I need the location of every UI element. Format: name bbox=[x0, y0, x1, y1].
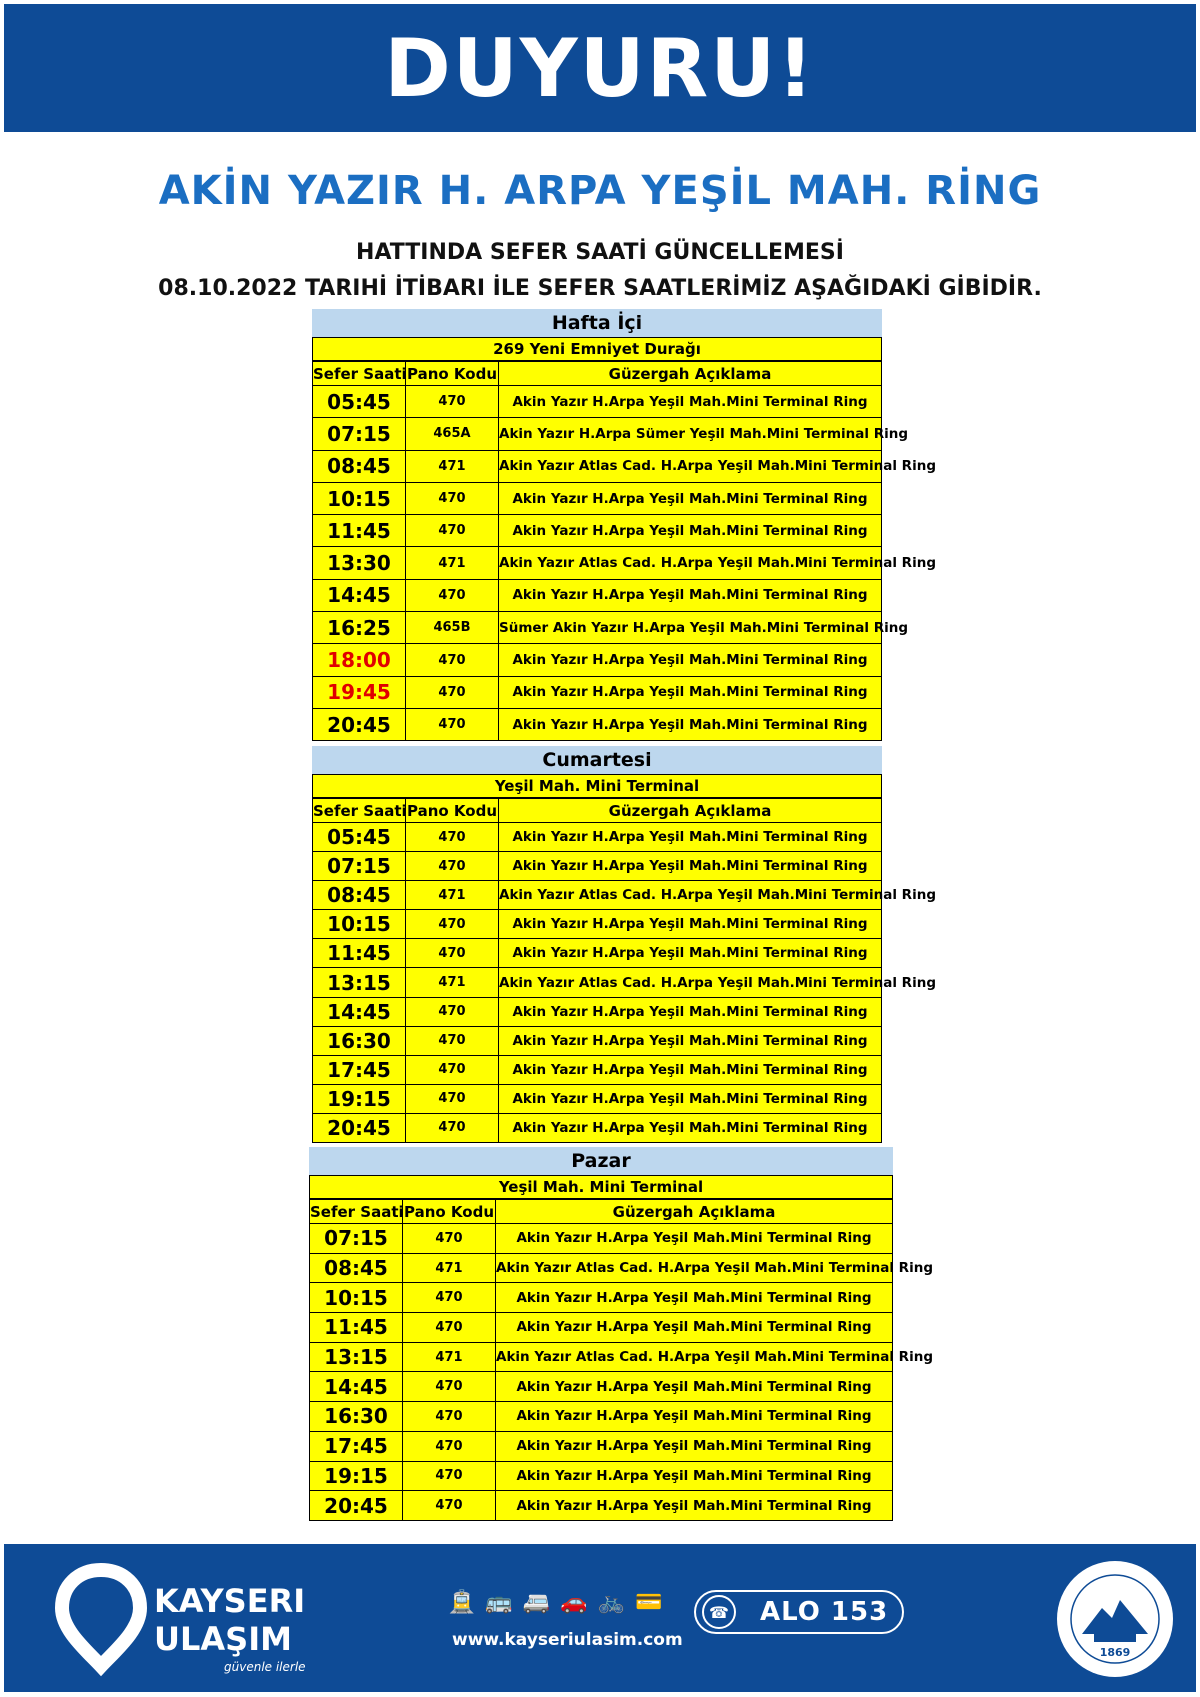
bicycle-icon: 🚲 bbox=[597, 1590, 626, 1615]
day-header: Cumartesi bbox=[312, 746, 882, 774]
route-description: Akin Yazır H.Arpa Yeşil Mah.Mini Terminal Ring bbox=[496, 1372, 893, 1402]
route-code: 470 bbox=[406, 823, 499, 852]
route-code: 465A bbox=[406, 418, 499, 450]
departure-time: 14:45 bbox=[313, 997, 406, 1026]
route-description: Sümer Akin Yazır H.Arpa Yeşil Mah.Mini Terminal Ring bbox=[499, 612, 882, 644]
seal-year: 1869 bbox=[1099, 1646, 1131, 1659]
phone-label: ALO 153 bbox=[760, 1597, 889, 1627]
table-row bbox=[313, 644, 882, 676]
table-row bbox=[313, 482, 882, 514]
route-code: 471 bbox=[406, 881, 499, 910]
route-code: 470 bbox=[406, 1055, 499, 1084]
departure-time: 17:45 bbox=[310, 1431, 403, 1461]
route-code: 471 bbox=[406, 968, 499, 997]
departure-time: 10:15 bbox=[310, 1283, 403, 1313]
header-route: Güzergah Açıklama bbox=[499, 799, 882, 823]
route-description: Akin Yazır H.Arpa Yeşil Mah.Mini Terminal Ring bbox=[496, 1224, 893, 1254]
schedule-saturday bbox=[312, 746, 936, 1143]
transport-icons bbox=[448, 1590, 662, 1615]
table-row bbox=[313, 823, 882, 852]
footer-banner bbox=[4, 1544, 1196, 1692]
route-code: 470 bbox=[403, 1313, 496, 1343]
table-row bbox=[313, 450, 882, 482]
departure-time: 19:15 bbox=[310, 1461, 403, 1491]
table-row bbox=[313, 547, 882, 579]
announcement-title: DUYURU! bbox=[384, 21, 816, 115]
route-code: 470 bbox=[406, 579, 499, 611]
route-description: Akin Yazır Atlas Cad. H.Arpa Yeşil Mah.Mini Terminal Ring bbox=[499, 881, 882, 910]
route-title: AKİN YAZIR H. ARPA YEŞİL MAH. RİNG bbox=[158, 168, 1042, 214]
table-row bbox=[313, 515, 882, 547]
phone-hotline[interactable] bbox=[694, 1590, 904, 1634]
route-code: 470 bbox=[406, 386, 499, 418]
route-code: 470 bbox=[406, 1113, 499, 1142]
schedule-sunday bbox=[309, 1147, 933, 1521]
table-row bbox=[313, 1026, 882, 1055]
departure-time: 18:00 bbox=[313, 644, 406, 676]
car-park-icon: 🚗 bbox=[560, 1590, 588, 1615]
route-code: 470 bbox=[406, 1026, 499, 1055]
departure-time: 07:15 bbox=[313, 418, 406, 450]
schedule-table bbox=[312, 798, 936, 1143]
route-code: 470 bbox=[406, 997, 499, 1026]
route-description: Akin Yazır H.Arpa Yeşil Mah.Mini Terminal Ring bbox=[496, 1491, 893, 1521]
departure-time: 11:45 bbox=[313, 939, 406, 968]
schedule-table bbox=[309, 1199, 933, 1521]
table-row bbox=[313, 968, 882, 997]
table-row bbox=[313, 1084, 882, 1113]
route-description: Akin Yazır Atlas Cad. H.Arpa Yeşil Mah.Mini Terminal Ring bbox=[499, 450, 882, 482]
departure-time: 19:45 bbox=[313, 676, 406, 708]
card-icon: 💳 bbox=[635, 1590, 663, 1615]
table-row bbox=[310, 1253, 893, 1283]
route-description: Akin Yazır H.Arpa Yeşil Mah.Mini Terminal Ring bbox=[499, 1026, 882, 1055]
logo-text-kayseri: KAYSERI bbox=[154, 1582, 306, 1620]
header-time: Sefer Saati bbox=[313, 799, 406, 823]
route-description: Akin Yazır H.Arpa Sümer Yeşil Mah.Mini Terminal Ring bbox=[499, 418, 882, 450]
departure-time: 20:45 bbox=[313, 708, 406, 740]
table-row bbox=[310, 1372, 893, 1402]
route-description: Akin Yazır H.Arpa Yeşil Mah.Mini Terminal Ring bbox=[499, 482, 882, 514]
route-code: 470 bbox=[406, 676, 499, 708]
top-banner bbox=[4, 4, 1196, 132]
header-code: Pano Kodu bbox=[403, 1200, 496, 1224]
departure-time: 05:45 bbox=[313, 823, 406, 852]
departure-time: 13:30 bbox=[313, 547, 406, 579]
route-code: 470 bbox=[403, 1372, 496, 1402]
departure-time: 19:15 bbox=[313, 1084, 406, 1113]
route-description: Akin Yazır H.Arpa Yeşil Mah.Mini Terminal Ring bbox=[499, 579, 882, 611]
stop-name: Yeşil Mah. Mini Terminal bbox=[309, 1175, 893, 1199]
table-row bbox=[313, 386, 882, 418]
table-row bbox=[313, 852, 882, 881]
departure-time: 14:45 bbox=[313, 579, 406, 611]
schedule-table bbox=[312, 361, 936, 741]
route-description: Akin Yazır H.Arpa Yeşil Mah.Mini Terminal Ring bbox=[499, 852, 882, 881]
route-code: 471 bbox=[406, 450, 499, 482]
route-code: 470 bbox=[406, 515, 499, 547]
route-code: 465B bbox=[406, 612, 499, 644]
minibus-icon: 🚐 bbox=[522, 1590, 551, 1615]
header-route: Güzergah Açıklama bbox=[496, 1200, 893, 1224]
table-row bbox=[310, 1402, 893, 1432]
route-description: Akin Yazır H.Arpa Yeşil Mah.Mini Terminal Ring bbox=[499, 939, 882, 968]
departure-time: 16:30 bbox=[313, 1026, 406, 1055]
route-description: Akin Yazır Atlas Cad. H.Arpa Yeşil Mah.Mini Terminal Ring bbox=[496, 1253, 893, 1283]
day-header: Pazar bbox=[309, 1147, 893, 1175]
logo-tagline: güvenle ilerle bbox=[224, 1660, 306, 1674]
table-row bbox=[313, 579, 882, 611]
departure-time: 16:30 bbox=[310, 1402, 403, 1432]
departure-time: 07:15 bbox=[313, 852, 406, 881]
route-code: 470 bbox=[406, 644, 499, 676]
phone-icon: ☎ bbox=[702, 1595, 736, 1629]
route-code: 470 bbox=[406, 910, 499, 939]
table-row bbox=[310, 1224, 893, 1254]
header-time: Sefer Saati bbox=[310, 1200, 403, 1224]
route-code: 470 bbox=[403, 1491, 496, 1521]
route-description: Akin Yazır Atlas Cad. H.Arpa Yeşil Mah.Mini Terminal Ring bbox=[499, 547, 882, 579]
kayseri-ulasim-logo-icon bbox=[56, 1566, 146, 1670]
route-description: Akin Yazır H.Arpa Yeşil Mah.Mini Terminal Ring bbox=[499, 997, 882, 1026]
table-row bbox=[310, 1342, 893, 1372]
table-row bbox=[310, 1431, 893, 1461]
route-code: 470 bbox=[403, 1402, 496, 1432]
route-code: 471 bbox=[403, 1342, 496, 1372]
route-code: 470 bbox=[406, 939, 499, 968]
departure-time: 10:15 bbox=[313, 910, 406, 939]
departure-time: 11:45 bbox=[310, 1313, 403, 1343]
departure-time: 05:45 bbox=[313, 386, 406, 418]
departure-time: 07:15 bbox=[310, 1224, 403, 1254]
schedule-weekday bbox=[312, 309, 936, 741]
route-description: Akin Yazır H.Arpa Yeşil Mah.Mini Terminal Ring bbox=[499, 708, 882, 740]
departure-time: 16:25 bbox=[313, 612, 406, 644]
route-code: 470 bbox=[403, 1283, 496, 1313]
route-description: Akin Yazır H.Arpa Yeşil Mah.Mini Terminal Ring bbox=[496, 1402, 893, 1432]
route-description: Akin Yazır H.Arpa Yeşil Mah.Mini Terminal Ring bbox=[496, 1461, 893, 1491]
route-description: Akin Yazır H.Arpa Yeşil Mah.Mini Terminal Ring bbox=[499, 1055, 882, 1084]
departure-time: 08:45 bbox=[313, 881, 406, 910]
route-code: 470 bbox=[406, 1084, 499, 1113]
day-header: Hafta İçi bbox=[312, 309, 882, 337]
table-row bbox=[310, 1491, 893, 1521]
route-code: 470 bbox=[406, 708, 499, 740]
update-subtitle: HATTINDA SEFER SAATİ GÜNCELLEMESİ bbox=[356, 240, 844, 265]
departure-time: 11:45 bbox=[313, 515, 406, 547]
header-code: Pano Kodu bbox=[406, 362, 499, 386]
route-description: Akin Yazır H.Arpa Yeşil Mah.Mini Terminal Ring bbox=[499, 823, 882, 852]
table-row bbox=[310, 1283, 893, 1313]
route-description: Akin Yazır H.Arpa Yeşil Mah.Mini Terminal Ring bbox=[499, 1084, 882, 1113]
table-row bbox=[313, 997, 882, 1026]
table-row bbox=[313, 612, 882, 644]
route-description: Akin Yazır H.Arpa Yeşil Mah.Mini Terminal Ring bbox=[499, 910, 882, 939]
header-time: Sefer Saati bbox=[313, 362, 406, 386]
table-row bbox=[310, 1313, 893, 1343]
table-row bbox=[313, 676, 882, 708]
route-code: 470 bbox=[403, 1224, 496, 1254]
table-row bbox=[313, 939, 882, 968]
header-route: Güzergah Açıklama bbox=[499, 362, 882, 386]
route-description: Akin Yazır H.Arpa Yeşil Mah.Mini Terminal Ring bbox=[496, 1283, 893, 1313]
route-code: 470 bbox=[406, 482, 499, 514]
logo-text-ulasim: ULAŞIM bbox=[154, 1620, 292, 1658]
effective-date-subtitle: 08.10.2022 TARIHİ İTİBARI İLE SEFER SAATLERİMİZ AŞAĞIDAKİ GİBİDİR. bbox=[158, 276, 1042, 301]
departure-time: 13:15 bbox=[313, 968, 406, 997]
departure-time: 20:45 bbox=[313, 1113, 406, 1142]
route-description: Akin Yazır H.Arpa Yeşil Mah.Mini Terminal Ring bbox=[499, 515, 882, 547]
departure-time: 08:45 bbox=[310, 1253, 403, 1283]
table-row bbox=[313, 418, 882, 450]
departure-time: 10:15 bbox=[313, 482, 406, 514]
municipality-seal-icon bbox=[1054, 1558, 1176, 1680]
bus-icon: 🚌 bbox=[485, 1590, 513, 1615]
stop-name: 269 Yeni Emniyet Durağı bbox=[312, 337, 882, 361]
table-row bbox=[313, 708, 882, 740]
route-description: Akin Yazır H.Arpa Yeşil Mah.Mini Terminal Ring bbox=[496, 1431, 893, 1461]
header-code: Pano Kodu bbox=[406, 799, 499, 823]
route-description: Akin Yazır H.Arpa Yeşil Mah.Mini Terminal Ring bbox=[496, 1313, 893, 1343]
route-description: Akin Yazır H.Arpa Yeşil Mah.Mini Terminal Ring bbox=[499, 644, 882, 676]
table-row bbox=[313, 881, 882, 910]
website-link[interactable]: www.kayseriulasim.com bbox=[452, 1630, 683, 1650]
route-code: 470 bbox=[403, 1461, 496, 1491]
departure-time: 13:15 bbox=[310, 1342, 403, 1372]
route-description: Akin Yazır H.Arpa Yeşil Mah.Mini Terminal Ring bbox=[499, 1113, 882, 1142]
route-description: Akin Yazır Atlas Cad. H.Arpa Yeşil Mah.Mini Terminal Ring bbox=[499, 968, 882, 997]
table-row bbox=[313, 1055, 882, 1084]
departure-time: 20:45 bbox=[310, 1491, 403, 1521]
route-description: Akin Yazır H.Arpa Yeşil Mah.Mini Terminal Ring bbox=[499, 386, 882, 418]
table-row bbox=[313, 910, 882, 939]
route-code: 471 bbox=[406, 547, 499, 579]
tram-icon: 🚊 bbox=[448, 1590, 476, 1615]
route-description: Akin Yazır H.Arpa Yeşil Mah.Mini Terminal Ring bbox=[499, 676, 882, 708]
departure-time: 17:45 bbox=[313, 1055, 406, 1084]
stop-name: Yeşil Mah. Mini Terminal bbox=[312, 774, 882, 798]
route-code: 470 bbox=[403, 1431, 496, 1461]
table-row bbox=[313, 1113, 882, 1142]
departure-time: 14:45 bbox=[310, 1372, 403, 1402]
route-code: 470 bbox=[406, 852, 499, 881]
departure-time: 08:45 bbox=[313, 450, 406, 482]
table-row bbox=[310, 1461, 893, 1491]
route-code: 471 bbox=[403, 1253, 496, 1283]
route-description: Akin Yazır Atlas Cad. H.Arpa Yeşil Mah.Mini Terminal Ring bbox=[496, 1342, 893, 1372]
